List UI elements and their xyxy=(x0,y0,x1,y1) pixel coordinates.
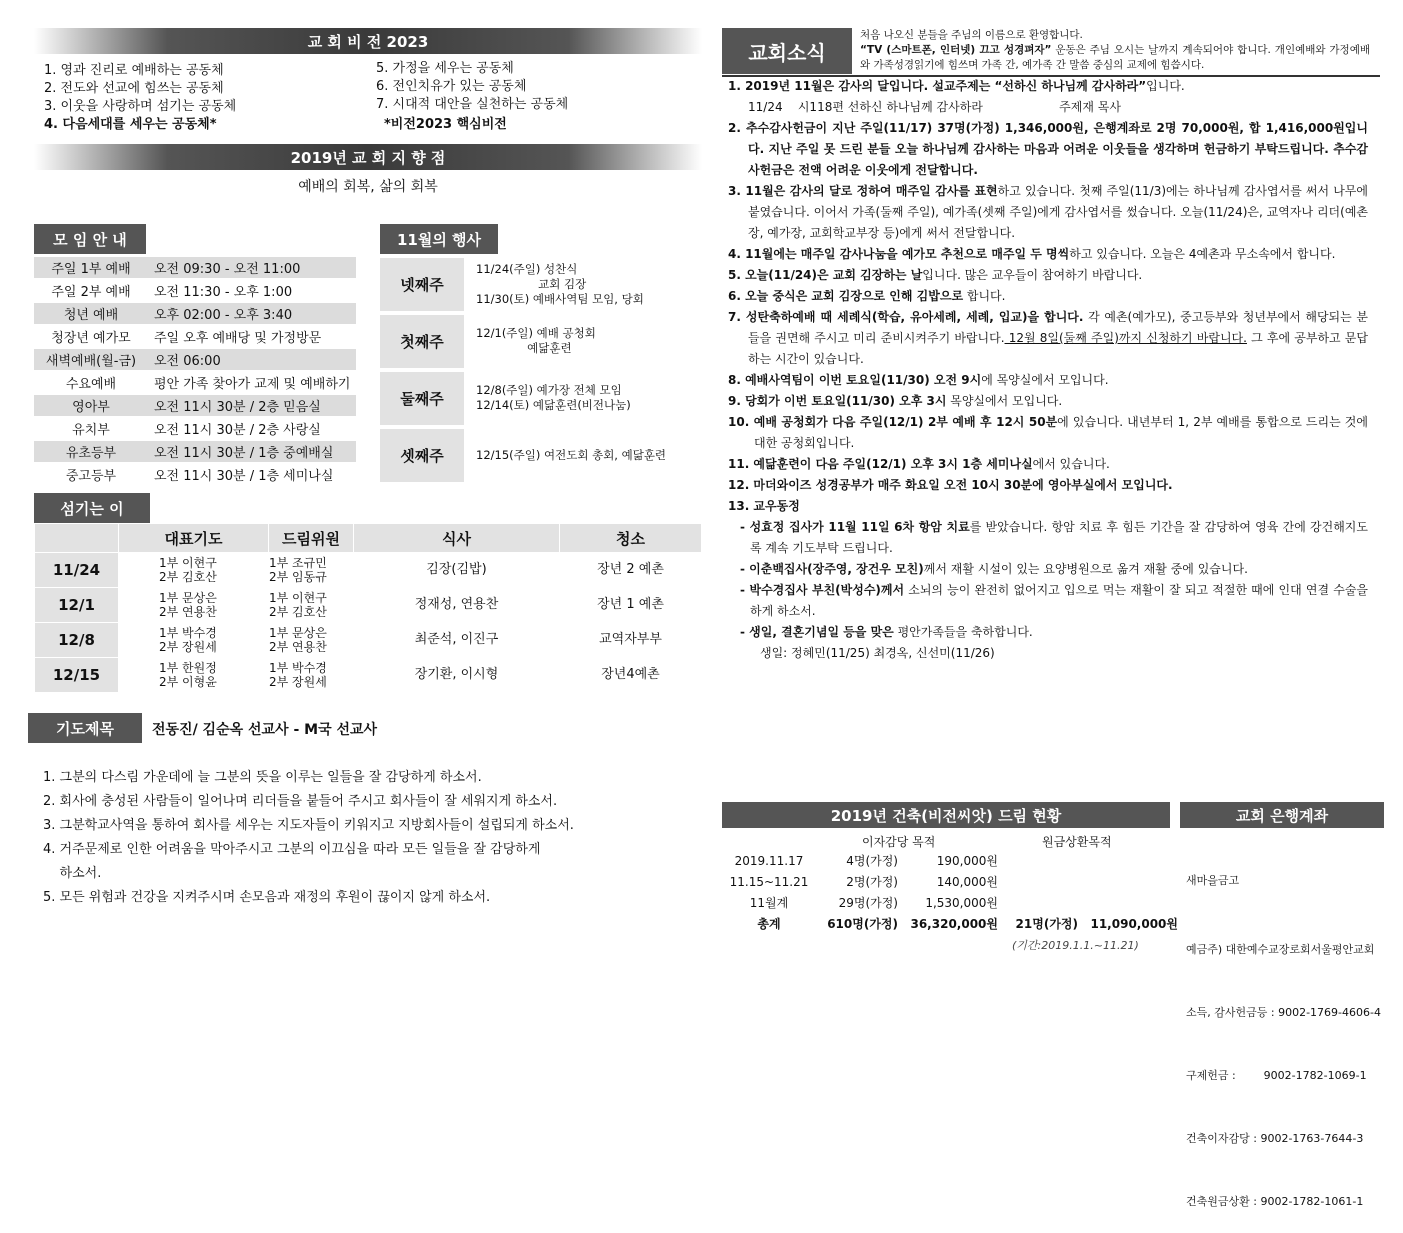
news-bold: 6. 오늘 중식은 교회 김장으로 인해 김밥으로 xyxy=(728,289,964,303)
table-row xyxy=(35,623,702,658)
news-item: 생일: 정혜민(11/25) 최경옥, 신선미(11/26) xyxy=(760,646,995,660)
table-row xyxy=(35,553,702,588)
meeting-time: 오전 06:00 xyxy=(154,354,221,369)
meal-cell: 김장(김밥) xyxy=(354,553,560,588)
date-cell: 12/8 xyxy=(35,623,119,658)
news-text: 입니다. xyxy=(1146,79,1185,93)
vision-item: 2. 전도와 선교에 힘쓰는 공동체 xyxy=(44,81,224,96)
news-bold: 7. 성탄축하예배 때 세례식(학습, 유아세례, 세례, 입교)을 합니다. xyxy=(728,310,1084,324)
news-item xyxy=(728,244,1368,265)
prayer-item: 1. 그분의 다스림 가운데에 늘 그분의 뜻을 이루는 일들을 잘 감당하게 하소서. xyxy=(43,770,482,785)
news-text: 에 목양실에서 모입니다. xyxy=(981,373,1109,387)
bank-line: 예금주) 대한예수교장로회서울평안교회 xyxy=(1186,943,1375,956)
bank-line: 건축원금상환 : 9002-1782-1061-1 xyxy=(1186,1195,1364,1208)
table-row xyxy=(35,588,702,623)
news-item xyxy=(728,622,1368,643)
meeting-time: 오전 11시 30분 / 2층 믿음실 xyxy=(154,400,321,415)
prayer-item: 3. 그분학교사역을 통하여 회사를 세우는 지도자들이 키워지고 지방회사들이 설립되게 하소서. xyxy=(43,818,574,833)
direction-title: 2019년 교 회 지 향 점 xyxy=(34,144,702,170)
cell: 총계 xyxy=(757,917,781,931)
bank-line: 소득, 감사헌금등 : 9002-1769-4606-4 xyxy=(1186,1006,1381,1019)
cell xyxy=(998,871,1078,892)
header-cell: 대표기도 xyxy=(119,524,269,553)
news-text: 합니다. xyxy=(963,289,1006,303)
cell: 1,530,000원 xyxy=(925,896,998,910)
dream-cell: 1부 박수경 2부 장원세 xyxy=(269,658,354,693)
meeting-row xyxy=(34,280,356,301)
building-table xyxy=(724,850,1178,934)
prayer-cell: 1부 문상은 2부 연용찬 xyxy=(119,588,269,623)
news-text: 평안가족들을 축하합니다. xyxy=(893,625,1033,639)
cell: 11,090,000원 xyxy=(1090,917,1178,931)
meal-cell: 장기환, 이시형 xyxy=(354,658,560,693)
news-text: 하고 있습니다. 오늘은 4예촌과 무소속에서 합니다. xyxy=(1069,247,1336,261)
news-item xyxy=(728,559,1368,580)
news-text: 에 있습니다. 내년부터 1, 2부 예배를 통합으로 드리는 것에 대한 공청회입니다. xyxy=(754,415,1368,450)
header-cell: 청소 xyxy=(560,524,702,553)
meeting-row xyxy=(34,441,356,462)
building-header-2: 원금상환목적 xyxy=(1042,835,1112,849)
news-item xyxy=(728,76,1368,97)
cell xyxy=(1078,892,1178,913)
news-intro xyxy=(860,28,1370,73)
cell: 21명(가정) xyxy=(1015,917,1078,931)
news-list xyxy=(728,76,1368,664)
table-row xyxy=(724,913,1178,934)
prayer-item: 5. 모든 위험과 건강을 지켜주시며 손모음과 재정의 후원이 끊이지 않게 하소서. xyxy=(43,890,491,905)
news-item xyxy=(728,517,1368,559)
meeting-time: 오전 09:30 - 오전 11:00 xyxy=(154,262,301,277)
cell: 2019.11.17 xyxy=(734,853,804,868)
news-bold: 8. 예배사역팀이 이번 토요일(11/30) 오전 9시 xyxy=(728,373,982,387)
bank-info xyxy=(1186,828,1381,1233)
building-header-1: 이자감당 목적 xyxy=(862,835,936,849)
date-cell: 12/15 xyxy=(35,658,119,693)
vision-item: 1. 영과 진리로 예배하는 공동체 xyxy=(44,63,224,78)
dream-cell: 1부 조규민 2부 임동규 xyxy=(269,553,354,588)
cell: 29명(가정) xyxy=(838,896,898,910)
prayer-cell: 1부 한원정 2부 이형윤 xyxy=(119,658,269,693)
news-bold: 9. 당회가 이번 토요일(11/30) 오후 3시 xyxy=(728,394,947,408)
event-week-text: 12/8(주일) 예가장 전체 모임 12/14(토) 예닮훈련(비전나눔) xyxy=(476,383,631,412)
building-period: (기간:2019.1.1.~11.21) xyxy=(1012,939,1139,952)
bank-line: 건축이자감당 : 9002-1763-7644-3 xyxy=(1186,1132,1364,1145)
news-item: 11/24 시118편 선하신 하나님께 감사하라 주제재 목사 xyxy=(748,100,1121,114)
bank-line: 새마을금고 xyxy=(1186,874,1240,887)
news-item xyxy=(728,580,1368,622)
meeting-name: 청장년 예가모 xyxy=(51,331,131,346)
cell xyxy=(998,850,1078,871)
event-week-text: 12/15(주일) 여전도회 총회, 예닮훈련 xyxy=(476,448,667,462)
header-cell xyxy=(35,524,119,553)
meeting-time: 오전 11시 30분 / 2층 사랑실 xyxy=(154,423,321,438)
meeting-row xyxy=(34,372,356,393)
meeting-name: 유초등부 xyxy=(65,446,117,461)
news-item xyxy=(728,265,1368,286)
meeting-name: 중고등부 xyxy=(65,469,117,484)
news-intro-bold: “TV (스마트폰, 인터넷) 끄고 성경펴자” xyxy=(860,44,1052,56)
meeting-name: 수요예배 xyxy=(65,377,117,392)
event-week-label: 둘째주 xyxy=(380,372,464,425)
header-cell: 식사 xyxy=(354,524,560,553)
meeting-row xyxy=(34,464,356,485)
meeting-name: 새벽예배(월-금) xyxy=(45,354,137,369)
meeting-row xyxy=(34,349,356,370)
cell: 4명(가정) xyxy=(846,854,898,868)
servants-header xyxy=(35,524,702,553)
vision-item: 3. 이웃을 사랑하며 섬기는 공동체 xyxy=(44,99,237,114)
meeting-name: 청년 예배 xyxy=(63,308,119,323)
news-bold: - 이춘백집사(장주영, 장건우 모친) xyxy=(740,562,924,576)
event-week-text: 12/1(주일) 예배 공청회 예닮훈련 xyxy=(476,326,596,355)
cell: 11.15~11.21 xyxy=(729,874,809,889)
vision-list xyxy=(44,62,236,134)
meeting-time: 주일 오후 예배당 및 가정방문 xyxy=(154,331,322,346)
table-row xyxy=(724,871,1178,892)
news-text: 입니다. 많은 교우들이 참여하기 바랍니다. xyxy=(922,268,1143,282)
table-row xyxy=(724,850,1178,871)
meeting-name: 주일 1부 예배 xyxy=(51,262,131,277)
meeting-row xyxy=(34,257,356,278)
direction-text: 예배의 회복, 삶의 회복 xyxy=(298,179,438,195)
news-bold: 1. 2019년 11월은 감사의 달입니다. 설교주제는 “선하신 하나님께 감사하라” xyxy=(728,79,1147,93)
vision-item: 7. 시대적 대안을 실천하는 공동체 xyxy=(376,97,569,112)
clean-cell: 장년4예촌 xyxy=(560,658,702,693)
events-title: 11월의 행사 xyxy=(380,224,498,254)
news-bold: 11. 예닮훈련이 다음 주일(12/1) 오후 3시 1층 세미나실 xyxy=(728,457,1033,471)
prayer-subject: 전동진/ 김순옥 선교사 - M국 선교사 xyxy=(152,722,378,738)
news-intro-text: 운동은 주님 오시는 날까지 계속되어야 합니다. 개인예배와 가정예배와 가족성경읽기에 힘쓰며 가족 간, 예가족 간 말씀 중심의 교제에 힘씁시다. xyxy=(860,44,1370,71)
cell: 190,000원 xyxy=(936,854,998,868)
news-intro-line xyxy=(860,43,1370,73)
servants-table xyxy=(34,523,702,693)
dream-cell: 1부 문상은 2부 연용찬 xyxy=(269,623,354,658)
news-text: 목양실에서 모입니다. xyxy=(946,394,1063,408)
prayer-item: 2. 회사에 충성된 사람들이 일어나며 리더들을 붙들어 주시고 회사들이 잘 세워지게 하소서. xyxy=(43,794,558,809)
meeting-time: 오후 02:00 - 오후 3:40 xyxy=(154,308,293,323)
clean-cell: 장년 2 예촌 xyxy=(560,553,702,588)
meeting-name: 영아부 xyxy=(72,400,110,415)
cell xyxy=(1078,850,1178,871)
news-item: 12. 마더와이즈 성경공부가 매주 화요일 오전 10시 30분에 영아부실에서 모입니다. xyxy=(728,478,1173,492)
news-text: 하고 있습니다. 첫째 주일(11/3)에는 하나님께 감사엽서를 써서 나무에 붙였습니다. 이어서 가족(둘째 주일), 예가족(셋째 주일)에게 감사엽서를 썼습니다. 오늘(11/24)은, 교역자나 리더(예촌장, 예가장, 교회학교부장 등)에게 써서 전달합니다. xyxy=(748,184,1368,240)
news-item xyxy=(728,412,1368,454)
prayer-list xyxy=(43,766,574,910)
clean-cell: 장년 1 예촌 xyxy=(560,588,702,623)
news-item xyxy=(728,370,1368,391)
news-bold: 3. 11월은 감사의 달로 정하여 매주일 감사를 표현 xyxy=(728,184,998,198)
news-bold: - 박수경집사 부친(박성수)께서 xyxy=(740,583,905,597)
news-text: 소뇌의 능이 완전히 없어지고 입으로 먹는 재활이 잘 되고 적절한 때에 인대 연결 수술을 하게 하소서. xyxy=(750,583,1368,618)
prayer-cell: 1부 박수경 2부 장원세 xyxy=(119,623,269,658)
dream-cell: 1부 이현구 2부 김호산 xyxy=(269,588,354,623)
news-text: 각 예촌(예가모), 중고등부와 청년부에서 해당되는 분들을 권면해 주시고 미리 준비시켜주기 바랍니다. xyxy=(748,310,1368,345)
cell: 610명(가정) xyxy=(827,917,898,931)
news-item xyxy=(728,286,1368,307)
prayer-cell: 1부 이현구 2부 김호산 xyxy=(119,553,269,588)
prayer-item: 4. 거주문제로 인한 어려움을 막아주시고 그분의 이끄심을 따라 모든 일들을 잘 감당하게 xyxy=(43,842,541,857)
bank-line: 구제헌금 : 9002-1782-1069-1 xyxy=(1186,1069,1367,1082)
news-text: 를 받았습니다. 항암 치료 후 힘든 기간을 잘 감당하여 영육 간에 강건해지도록 계속 기도부탁 드립니다. xyxy=(750,520,1368,555)
news-bold: - 성효정 집사가 11월 11일 6차 항암 치료 xyxy=(740,520,970,534)
news-item: 13. 교우동정 xyxy=(728,499,800,513)
news-item: 2. 추수감사헌금이 지난 주일(11/17) 37명(가정) 1,346,000원, 은행계좌로 2명 70,000원, 합 1,416,000원입니다. 지난 주일 못 드린 분들 오늘 하나님께 감사하는 마음과 어려운 이웃들을 생각하며 헌금하기 부탁드립니다. 추수감사헌금은 전액 어려운 이웃에게 전달합니다. xyxy=(728,121,1368,177)
meeting-time: 평안 가족 찾아가 교제 및 예배하기 xyxy=(154,377,351,392)
meal-cell: 최준석, 이진구 xyxy=(354,623,560,658)
table-row xyxy=(35,658,702,693)
news-item xyxy=(728,307,1368,370)
news-bold: 4. 11월에는 매주일 감사나눔을 예가모 추천으로 매주일 두 명씩 xyxy=(728,247,1070,261)
cell xyxy=(998,892,1078,913)
meeting-time: 오전 11:30 - 오후 1:00 xyxy=(154,285,293,300)
cell xyxy=(1078,871,1178,892)
meal-cell: 정재성, 연용찬 xyxy=(354,588,560,623)
vision-core: *비전2023 핵심비전 xyxy=(384,117,507,132)
meeting-row xyxy=(34,395,356,416)
news-text: 그 후에 공부하고 문답하는 시간이 있습니다. xyxy=(748,331,1368,366)
news-item xyxy=(728,181,1368,244)
vision-list-right xyxy=(376,60,568,134)
news-item xyxy=(728,391,1368,412)
table-row xyxy=(724,892,1178,913)
meetings-title: 모 임 안 내 xyxy=(34,224,146,254)
date-cell: 12/1 xyxy=(35,588,119,623)
meeting-name: 주일 2부 예배 xyxy=(51,285,131,300)
event-week-text: 11/24(주일) 성찬식 교회 김장 11/30(토) 예배사역팀 모임, 당회 xyxy=(476,262,644,306)
meeting-time: 오전 11시 30분 / 1층 중예배실 xyxy=(154,446,334,461)
news-underline: 12월 8일(둘째 주일)까지 신청하기 바랍니다. xyxy=(1004,331,1247,345)
meeting-row xyxy=(34,326,356,347)
cell: 11월계 xyxy=(749,896,789,910)
vision-item: 6. 전인치유가 있는 공동체 xyxy=(376,79,527,94)
meeting-name: 유치부 xyxy=(72,423,110,438)
news-title: 교회소식 xyxy=(722,28,852,74)
event-week-label: 넷째주 xyxy=(380,258,464,311)
meeting-time: 오전 11시 30분 / 1층 세미나실 xyxy=(154,469,334,484)
vision-item: 4. 다음세대를 세우는 공동체* xyxy=(44,117,217,132)
news-item xyxy=(728,454,1368,475)
servants-title: 섬기는 이 xyxy=(34,493,150,523)
cell: 2명(가정) xyxy=(846,875,898,889)
news-intro-line: 처음 나오신 분들을 주님의 이름으로 환영합니다. xyxy=(860,29,1083,41)
news-bold: - 생일, 결혼기념일 등을 맞은 xyxy=(740,625,894,639)
vision-title: 교 회 비 전 2023 xyxy=(34,28,702,54)
event-week-label: 첫째주 xyxy=(380,315,464,368)
bank-title: 교회 은행계좌 xyxy=(1180,802,1384,828)
prayer-title: 기도제목 xyxy=(28,713,142,743)
news-bold: 5. 오늘(11/24)은 교회 김장하는 날 xyxy=(728,268,923,282)
news-text: 에서 있습니다. xyxy=(1032,457,1110,471)
building-title: 2019년 건축(비전씨앗) 드림 현황 xyxy=(722,802,1170,828)
meeting-row xyxy=(34,418,356,439)
meeting-row xyxy=(34,303,356,324)
event-week-label: 셋째주 xyxy=(380,429,464,482)
date-cell: 11/24 xyxy=(35,553,119,588)
header-cell: 드림위원 xyxy=(269,524,354,553)
cell: 36,320,000원 xyxy=(910,917,998,931)
cell: 140,000원 xyxy=(936,875,998,889)
news-text: 께서 재활 시설이 있는 요양병원으로 옮겨 재활 중에 있습니다. xyxy=(923,562,1248,576)
news-bold: 10. 예배 공청회가 다음 주일(12/1) 2부 예배 후 12시 50분 xyxy=(728,415,1058,429)
prayer-item: 하소서. xyxy=(43,866,102,881)
clean-cell: 교역자부부 xyxy=(560,623,702,658)
vision-item: 5. 가정을 세우는 공동체 xyxy=(376,61,514,76)
